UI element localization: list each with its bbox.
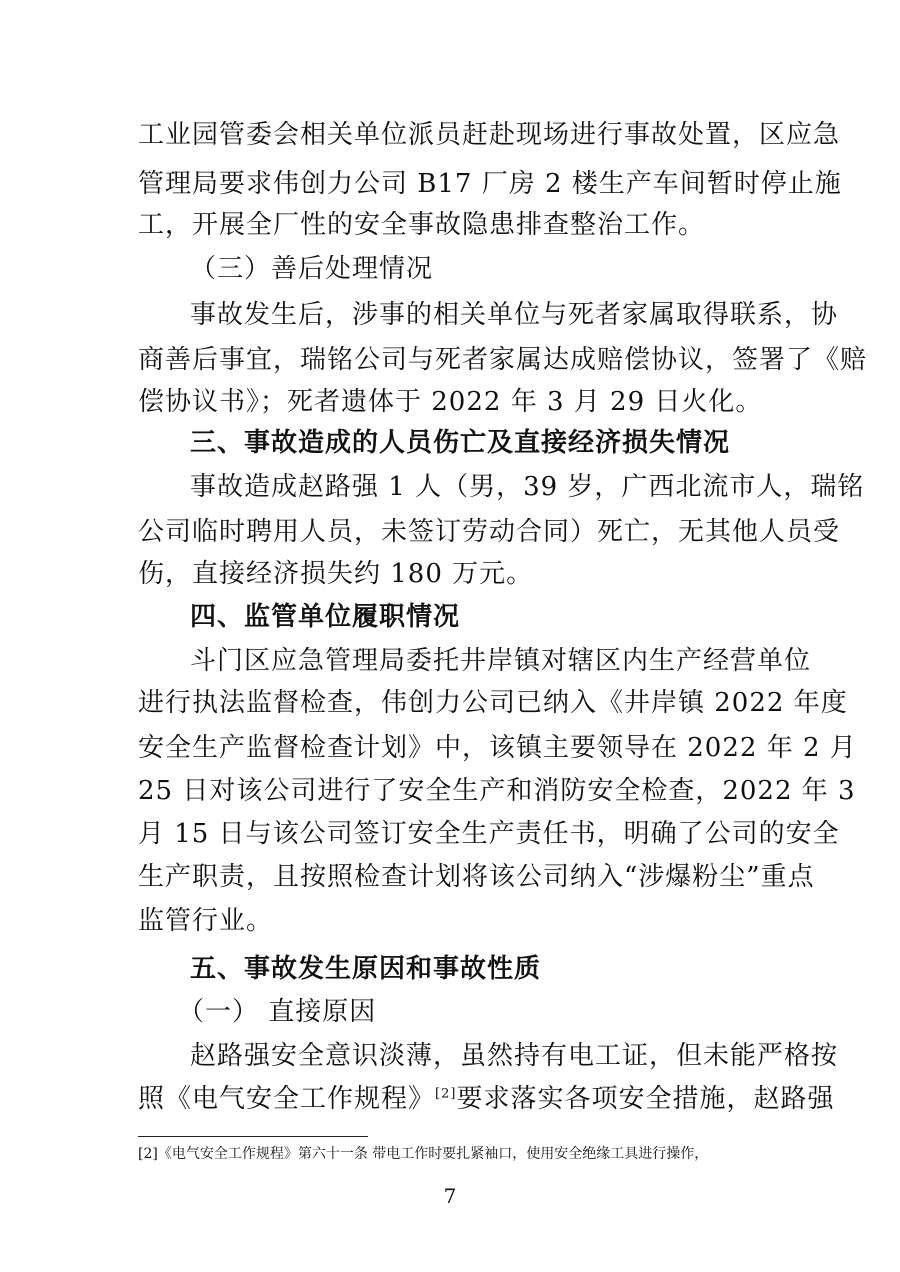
footnote: [2]《电气安全工作规程》第六十一条 带电工作时要扎紧袖口，使用安全绝缘工具进行操作，	[138, 1146, 709, 1162]
paragraph-line: 安全生产监督检查计划》中，该镇主要领导在 2022 年 2 月	[138, 733, 857, 763]
paragraph-line: 工，开展全厂性的安全事故隐患排查整治工作。	[138, 210, 706, 240]
paragraph-text: 照《电气安全工作规程》	[138, 1084, 436, 1114]
paragraph-line: 事故发生后，涉事的相关单位与死者家属取得联系，协	[190, 300, 839, 330]
page-number: 7	[443, 1184, 457, 1208]
paragraph-line: 事故造成赵路强 1 人（男，39 岁，广西北流市人，瑞铭	[190, 472, 865, 502]
section-heading-5: 五、事故发生原因和事故性质	[190, 954, 542, 984]
paragraph-line: 斗门区应急管理局委托井岸镇对辖区内生产经营单位	[190, 646, 812, 676]
paragraph-line: 进行执法监督检查，伟创力公司已纳入《井岸镇 2022 年度	[138, 688, 848, 718]
paragraph-line	[138, 1082, 835, 1116]
subsection-heading-1: （一） 直接原因	[178, 997, 377, 1027]
paragraph-line: 偿协议书》；死者遗体于 2022 年 3 月 29 日火化。	[138, 387, 763, 417]
paragraph-line: 公司临时聘用人员，未签订劳动合同）死亡，无其他人员受	[138, 517, 841, 547]
paragraph-line: 工业园管委会相关单位派员赶赴现场进行事故处置，区应急	[138, 120, 841, 150]
section-heading-3: 三、事故造成的人员伤亡及直接经济损失情况	[190, 428, 731, 458]
paragraph-line: 生产职责，且按照检查计划将该公司纳入“涉爆粉尘”重点	[138, 862, 815, 892]
paragraph-line: 赵路强安全意识淡薄，虽然持有电工证，但未能严格按	[190, 1041, 839, 1071]
paragraph-line: 25 日对该公司进行了安全生产和消防安全检查，2022 年 3	[138, 776, 856, 806]
section-heading-4: 四、监管单位履职情况	[190, 602, 461, 632]
paragraph-text: 要求落实各项安全措施，赵路强	[456, 1084, 835, 1114]
paragraph-line: 伤，直接经济损失约 180 万元。	[138, 559, 534, 589]
paragraph-line: 商善后事宜，瑞铭公司与死者家属达成赔偿协议，签署了《赔	[138, 345, 868, 375]
footnote-separator	[138, 1136, 368, 1137]
paragraph-line: 月 15 日与该公司签订安全生产责任书，明确了公司的安全	[138, 819, 840, 849]
paragraph-line: 管理局要求伟创力公司 B17 厂房 2 楼生产车间暂时停止施	[138, 169, 842, 199]
footnote-marker: [2]	[435, 1086, 457, 1102]
paragraph-line: 监管行业。	[138, 906, 274, 936]
subsection-heading-3: （三）善后处理情况	[190, 254, 434, 284]
